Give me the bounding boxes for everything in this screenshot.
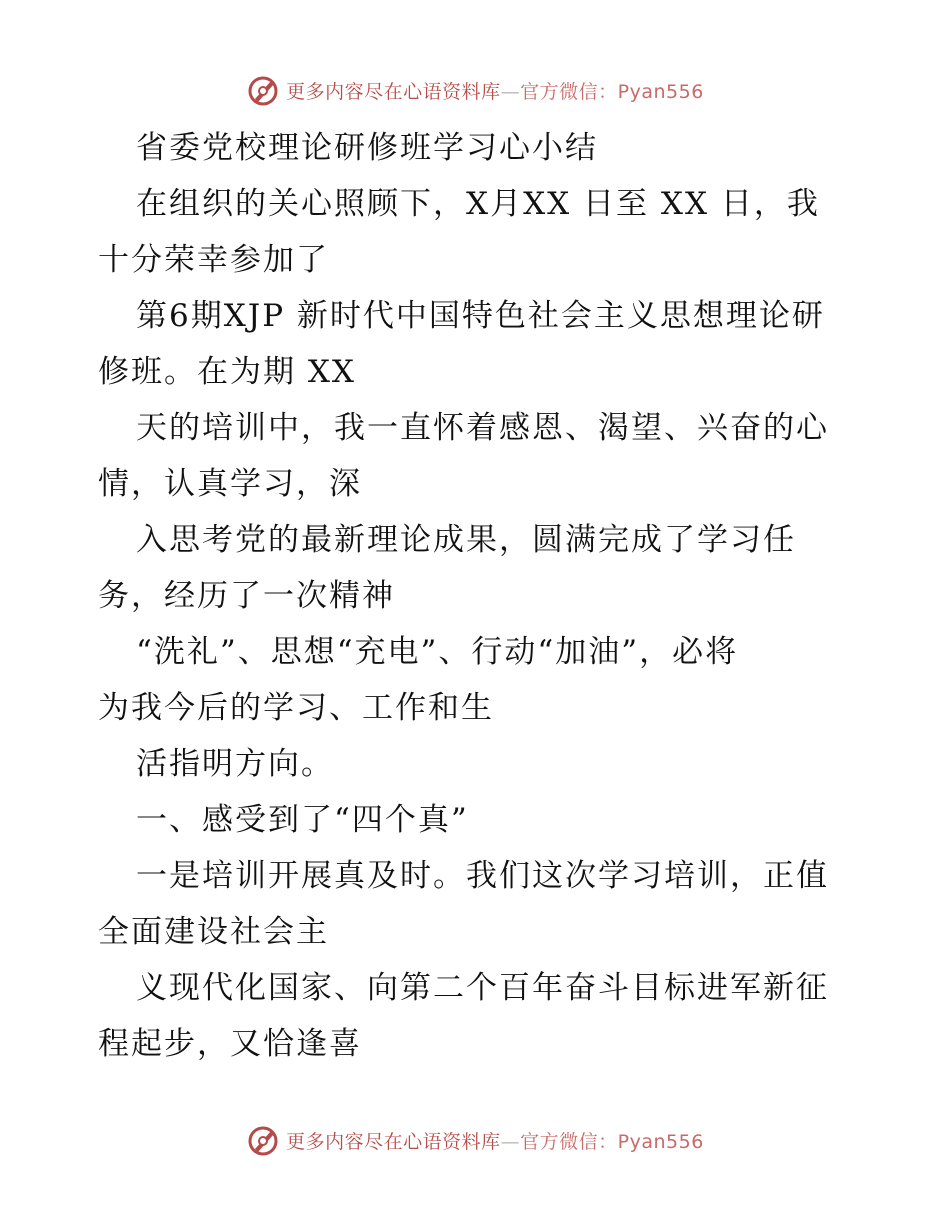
text-line: 程起步，又恰逢喜	[98, 1026, 362, 1062]
text-line: 修班。在为期 XX	[98, 354, 356, 390]
text-line: 在组织的关心照顾下，X月XX 日至 XX 日，我	[136, 186, 820, 222]
text-line: 第6期XJP 新时代中国特色社会主义思想理论研	[136, 298, 825, 334]
document-body	[98, 120, 858, 1072]
text-line: 一、感受到了“四个真”	[136, 802, 469, 838]
footer-banner	[0, 1120, 950, 1160]
footer-banner-text: 更多内容尽在心语资料库—官方微信：Pyan556	[286, 1130, 704, 1153]
text-line: “洗礼”、思想“充电”、行动“加油”，必将	[136, 634, 739, 670]
text-line: 义现代化国家、向第二个百年奋斗目标进军新征	[136, 970, 829, 1006]
text-line: 一是培训开展真及时。我们这次学习培训，正值	[136, 858, 829, 894]
header-banner-text: 更多内容尽在心语资料库—官方微信：Pyan556	[286, 80, 704, 103]
text-line: 天的培训中，我一直怀着感恩、渴望、兴奋的心	[136, 410, 829, 446]
text-line: 十分荣幸参加了	[98, 242, 329, 278]
text-line: 省委党校理论研修班学习心小结	[136, 130, 598, 166]
text-line: 情，认真学习，深	[98, 466, 362, 502]
pen-circle-logo-icon	[246, 73, 280, 107]
header-banner	[0, 70, 950, 110]
text-line: 活指明方向。	[136, 746, 334, 782]
text-line: 全面建设社会主	[98, 914, 329, 950]
text-line: 为我今后的学习、工作和生	[98, 690, 494, 726]
text-line: 入思考党的最新理论成果，圆满完成了学习任	[136, 522, 796, 558]
text-line: 务，经历了一次精神	[98, 578, 395, 614]
pen-circle-logo-icon	[246, 1123, 280, 1157]
